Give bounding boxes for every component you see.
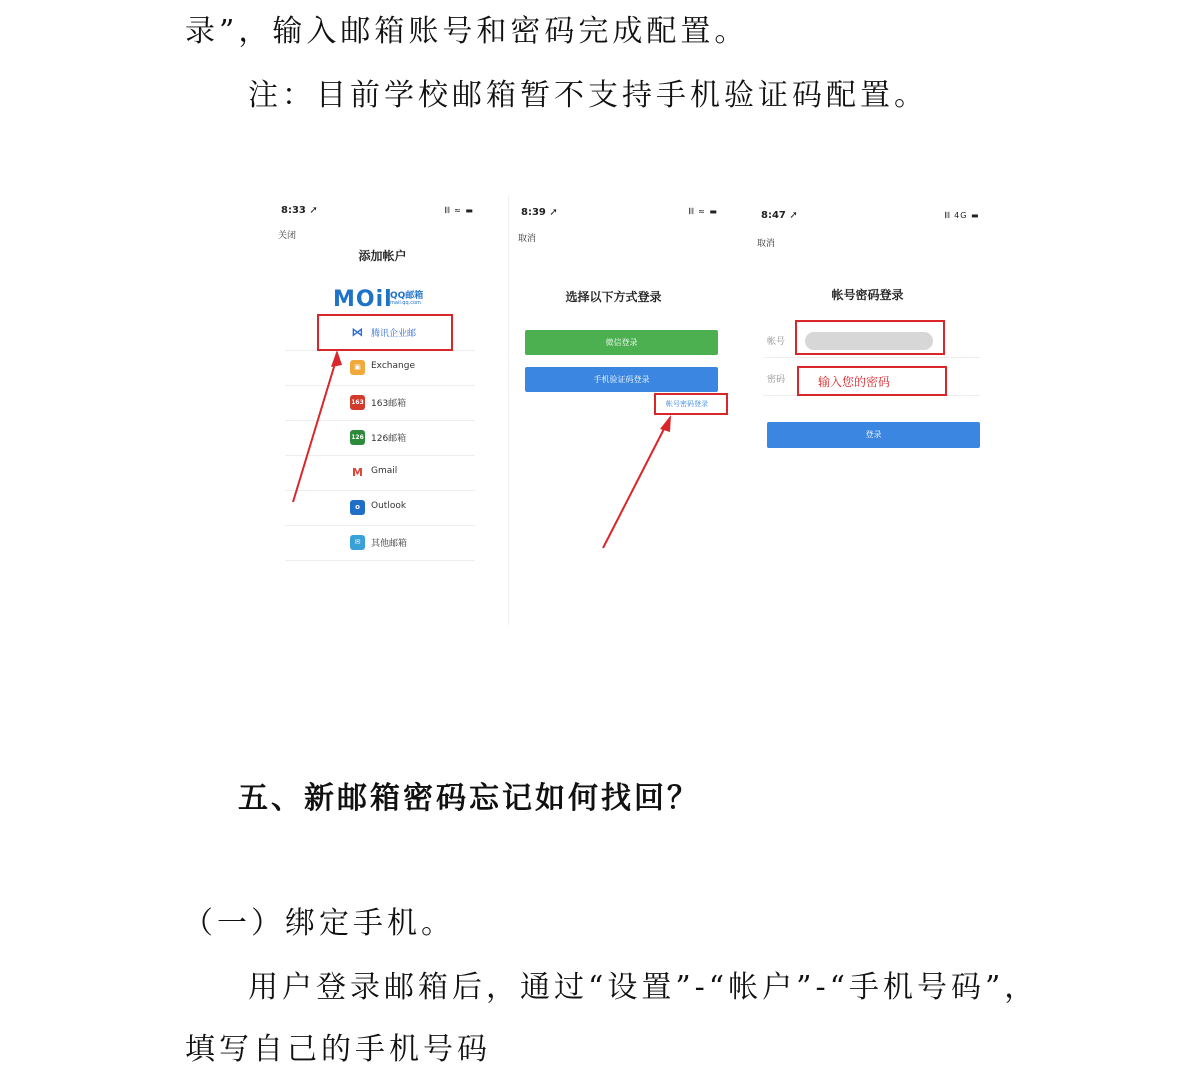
provider-label: Outlook xyxy=(371,501,407,511)
arrow-head-2 xyxy=(660,415,671,432)
status-time: 8:39 ➚ xyxy=(521,207,558,218)
status-time: 8:47 ➚ xyxy=(761,210,798,221)
paragraph-note: 注：目前学校邮箱暂不支持手机验证码配置。 xyxy=(248,78,928,113)
tencent-exmail-icon: ⋈ xyxy=(351,325,364,339)
status-icons: 𝄃𝄃 ≈ ▬ xyxy=(689,207,718,216)
section-heading: 五、新邮箱密码忘记如何找回？ xyxy=(238,781,700,816)
paragraph-line-1: 录”，输入邮箱账号和密码完成配置。 xyxy=(185,14,749,49)
status-time: 8:33 ➚ xyxy=(281,205,318,216)
screen-title: 帐号密码登录 xyxy=(831,288,904,302)
qq-mail-logo: MOil xyxy=(333,287,393,312)
cancel-button[interactable]: 取消 xyxy=(757,239,776,249)
provider-label: Exchange xyxy=(371,361,415,371)
password-input[interactable]: 输入您的密码 xyxy=(818,375,891,389)
sms-login-button[interactable]: 手机验证码登录 xyxy=(525,367,718,392)
qq-mail-logo-url: mail.qq.com xyxy=(390,300,421,306)
exchange-icon: ▣ xyxy=(350,360,365,375)
wechat-login-button[interactable]: 微信登录 xyxy=(525,330,718,355)
screen-title: 添加帐户 xyxy=(358,249,407,263)
status-icons: 𝄃𝄃 ≈ ▬ xyxy=(445,206,474,215)
provider-label: 163邮箱 xyxy=(371,399,407,409)
other-mail-icon: ✉ xyxy=(350,535,365,550)
screen-title: 选择以下方式登录 xyxy=(565,290,662,304)
provider-label: 腾讯企业邮 xyxy=(371,329,417,339)
arrow-head-1 xyxy=(331,350,342,367)
close-button[interactable]: 关闭 xyxy=(278,231,297,241)
outlook-icon: o xyxy=(350,500,365,515)
cancel-button[interactable]: 取消 xyxy=(518,234,537,244)
subsection-heading: （一）绑定手机。 xyxy=(183,906,455,941)
provider-label: Gmail xyxy=(371,466,398,476)
paragraph-body-2: 填写自己的手机号码 xyxy=(185,1032,491,1067)
provider-label: 126邮箱 xyxy=(371,434,407,444)
account-label: 帐号 xyxy=(767,337,786,347)
arrow-line-1 xyxy=(293,357,337,502)
password-label: 密码 xyxy=(767,375,786,385)
screenshot-figure xyxy=(265,195,1005,625)
account-password-login-link[interactable]: 帐号密码登录 xyxy=(666,400,708,408)
gmail-icon: M xyxy=(352,466,363,479)
login-button[interactable]: 登录 xyxy=(767,422,980,448)
163-mail-icon: 163 xyxy=(350,395,365,410)
paragraph-body-1: 用户登录邮箱后，通过“设置”-“帐户”-“手机号码”， xyxy=(248,970,1039,1005)
arrow-line-2 xyxy=(603,423,667,548)
provider-label: 其他邮箱 xyxy=(371,539,408,549)
126-mail-icon: 126 xyxy=(350,430,365,445)
status-icons: 𝄃𝄃 4G ▬ xyxy=(945,211,980,220)
qq-mail-logo-label: QQ邮箱 xyxy=(390,291,424,301)
annotation-arrows xyxy=(265,195,1005,625)
